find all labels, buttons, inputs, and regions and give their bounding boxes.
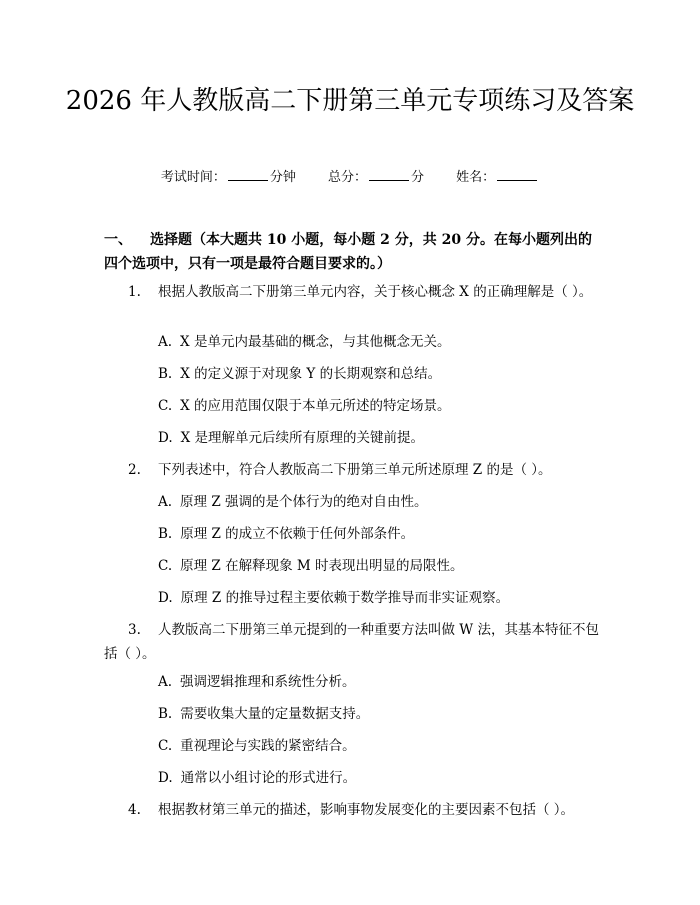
question-stem: 根据人教版高二下册第三单元内容，关于核心概念 X 的正确理解是（ ）。 [158, 284, 593, 300]
student-name [456, 170, 539, 185]
option-letter: B. [158, 526, 173, 542]
option-letter: A. [158, 494, 173, 510]
score-unit: 分 [411, 170, 425, 185]
option-1b [158, 364, 618, 384]
score-blank [369, 168, 409, 181]
question-number: 2. [128, 462, 141, 478]
option-2b [158, 524, 618, 544]
option-letter: C. [158, 398, 173, 414]
question-number: 1. [128, 284, 141, 300]
section-number: 一、 [104, 232, 132, 248]
option-letter: C. [158, 738, 173, 754]
option-2a [158, 492, 618, 512]
option-text: 原理 Z 的推导过程主要依赖于数学推导而非实证观察。 [180, 590, 510, 606]
option-letter: D. [158, 770, 173, 786]
question-2 [104, 458, 604, 482]
question-1 [104, 280, 604, 304]
option-letter: A. [158, 674, 173, 690]
section-heading [104, 228, 604, 276]
exam-meta [0, 168, 700, 188]
option-1a [158, 332, 618, 352]
option-text: X 是理解单元后续所有原理的关键前提。 [180, 430, 425, 446]
option-text: 原理 Z 在解释现象 M 时表现出明显的局限性。 [180, 558, 464, 574]
question-stem: 人教版高二下册第三单元提到的一种重要方法叫做 W 法，其基本特征不包括（ ）。 [104, 622, 599, 662]
option-3c [158, 736, 618, 756]
option-3b [158, 704, 618, 724]
name-label: 姓名： [456, 170, 496, 185]
option-1d [158, 428, 618, 448]
page-title: 2026 年人教版高二下册第三单元专项练习及答案 [65, 86, 635, 116]
time-unit: 分钟 [269, 170, 296, 185]
option-text: X 是单元内最基础的概念，与其他概念无关。 [180, 334, 451, 350]
question-number: 4. [128, 802, 141, 818]
question-3 [104, 618, 604, 666]
time-blank [228, 168, 268, 181]
total-score [328, 170, 424, 185]
time-label: 考试时间： [160, 170, 226, 185]
option-text: 通常以小组讨论的形式进行。 [180, 770, 357, 786]
option-text: 重视理论与实践的紧密结合。 [180, 738, 356, 754]
option-letter: D. [158, 430, 173, 446]
option-letter: A. [158, 334, 173, 350]
option-3d [158, 768, 618, 788]
option-text: 原理 Z 强调的是个体行为的绝对自由性。 [180, 494, 428, 510]
option-text: X 的应用范围仅限于本单元所述的特定场景。 [180, 398, 451, 414]
exam-time [161, 170, 296, 185]
question-number: 3. [128, 622, 141, 638]
option-2c [158, 556, 618, 576]
option-letter: C. [158, 558, 173, 574]
option-text: 强调逻辑推理和系统性分析。 [180, 674, 356, 690]
question-stem: 下列表述中，符合人教版高二下册第三单元所述原理 Z 的是（ ）。 [158, 462, 552, 478]
option-2d [158, 588, 618, 608]
option-text: 需要收集大量的定量数据支持。 [180, 706, 370, 722]
name-blank [497, 168, 537, 181]
option-3a [158, 672, 618, 692]
option-text: 原理 Z 的成立不依赖于任何外部条件。 [180, 526, 415, 542]
section-text: 选择题（本大题共 10 小题，每小题 2 分，共 20 分。在每小题列出的四个选项中，只有一项是最符合题目要求的。） [104, 232, 592, 272]
score-label: 总分： [327, 170, 367, 185]
question-4 [104, 798, 604, 822]
question-stem: 根据教材第三单元的描述，影响事物发展变化的主要因素不包括（ ）。 [158, 802, 575, 818]
option-letter: B. [158, 366, 173, 382]
option-letter: D. [158, 590, 173, 606]
option-1c [158, 396, 618, 416]
option-text: X 的定义源于对现象 Y 的长期观察和总结。 [180, 366, 442, 382]
option-letter: B. [158, 706, 173, 722]
